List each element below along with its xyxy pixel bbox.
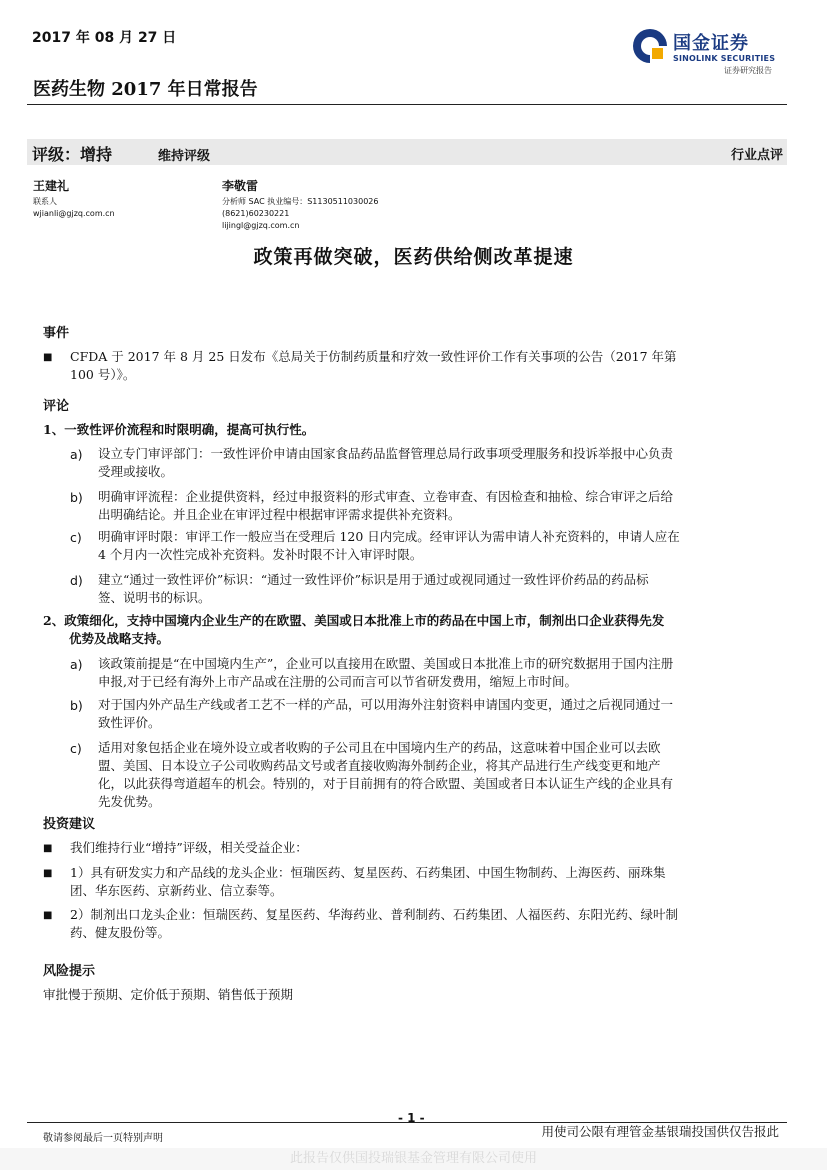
- text-line: 该政策前提是“在中国境内生产”，企业可以直接用在欧盟、美国或日本批准上市的研究数据用于国内注册: [98, 656, 674, 671]
- item-label: a): [70, 447, 83, 462]
- analyst-2-name: 李敬雷: [222, 179, 259, 193]
- report-date: 2017 年 08 月 27 日: [32, 30, 177, 46]
- investment-bullet-1: [70, 839, 782, 857]
- report-series-title: 医药生物 2017 年日常报告: [33, 79, 258, 100]
- point-2-title: 政策细化，支持中国境内企业生产的在欧盟、美国或日本批准上市的药品在中国上市，制剂出口企业获得先发: [64, 613, 665, 628]
- point-2-heading: [43, 612, 783, 648]
- analyst-2-cert: 分析师 SAC 执业编号：S1130511030026: [222, 197, 379, 206]
- event-text: [70, 348, 782, 384]
- text-line: 设立专门审评部门：一致性评价申请由国家食品药品监督管理总局行政事项受理服务和投诉举报中心负责: [98, 446, 674, 461]
- event-line: CFDA 于 2017 年 8 月 25 日发布《总局关于仿制药质量和疗效一致性评价工作有关事项的公告（2017 年第: [70, 349, 677, 364]
- header-divider: [27, 104, 787, 105]
- text-line: 明确审评流程：企业提供资料，经过申报资料的形式审查、立卷审查、有因检查和抽检、综合审评之后给: [98, 489, 674, 504]
- square-bullet-icon: ■: [43, 843, 53, 854]
- point-1-title: 一致性评价流程和时限明确，提高可执行性。: [64, 422, 315, 437]
- point-2-item-c: [98, 739, 778, 811]
- analyst-1-name: 王建礼: [33, 179, 70, 193]
- point-2-item-a: [98, 655, 778, 691]
- analyst-2-phone: (8621)60230221: [222, 209, 290, 218]
- section-investment-title: 投资建议: [43, 817, 96, 832]
- page-number: - 1 -: [398, 1111, 425, 1125]
- analyst-1: [33, 177, 115, 220]
- item-label: c): [70, 741, 82, 756]
- text-line: 出明确结论。并且企业在审评过程中根据审评需求提供补充资料。: [98, 507, 461, 522]
- headline: 政策再做突破，医药供给侧改革提速: [253, 246, 574, 268]
- text-line: 先发优势。: [98, 794, 161, 809]
- text-line: 4 个月内一次性完成补充资料。发补时限不计入审评时限。: [98, 547, 423, 562]
- maintain-rating: 维持评级: [158, 149, 211, 164]
- item-label: b): [70, 490, 83, 505]
- text-line: 致性评价。: [98, 715, 161, 730]
- square-bullet-icon: ■: [43, 910, 53, 921]
- square-bullet-icon: ■: [43, 868, 53, 879]
- text-line: 1）具有研发实力和产品线的龙头企业：恒瑞医药、复星医药、石药集团、中国生物制药、上海医药、丽珠集: [70, 865, 666, 880]
- analyst-2: [222, 177, 378, 232]
- point-1-item-c: [98, 528, 778, 564]
- point-1-heading: [43, 421, 314, 439]
- analyst-2-email[interactable]: lijingl@gjzq.com.cn: [222, 221, 300, 230]
- logo-english-name: SINOLINK SECURITIES: [673, 54, 776, 63]
- text-line: 签、说明书的标识。: [98, 590, 211, 605]
- text-line: 药、健友股份等。: [70, 925, 171, 940]
- investment-bullet-2: [70, 864, 782, 900]
- item-label: b): [70, 698, 83, 713]
- point-2-title: 优势及战略支持。: [69, 631, 170, 646]
- text-line: 盟、美国、日本设立子公司收购药品文号或者直接收购海外制药企业，将其产品进行生产线变更和地产: [98, 758, 661, 773]
- risk-text: 审批慢于预期、定价低于预期、销售低于预期: [43, 987, 294, 1002]
- square-bullet-icon: ■: [43, 352, 53, 363]
- item-label: c): [70, 530, 82, 545]
- report-category: 行业点评: [730, 148, 783, 163]
- logo-subtitle: 证券研究报告: [724, 66, 772, 75]
- section-event-title: 事件: [43, 326, 70, 341]
- item-label: a): [70, 657, 83, 672]
- text-line: 化，以此获得弯道超车的机会。特别的，对于目前拥有的符合欧盟、美国或者日本认证生产线的企业具有: [98, 776, 674, 791]
- text-line: 申报,对于已经有海外上市产品或在注册的公司而言可以节省研发费用，缩短上市时间。: [98, 674, 577, 689]
- footer-disclaimer: 敬请参阅最后一页特别声明: [43, 1133, 163, 1144]
- point-2-item-b: [98, 696, 778, 732]
- footer-usage-note: 用使司公限有理管金基银瑞投国供仅告报此: [541, 1124, 779, 1139]
- text-line: 我们维持行业“增持”评级，相关受益企业：: [70, 840, 308, 855]
- item-label: d): [70, 573, 83, 588]
- investment-bullet-3: [70, 906, 782, 942]
- point-1-item-d: [98, 571, 778, 607]
- point-1-item-b: [98, 488, 778, 524]
- watermark: 此报告仅供国投瑞银基金管理有限公司使用: [0, 1148, 827, 1170]
- analyst-1-role: 联系人: [33, 197, 57, 206]
- text-line: 建立“通过一致性评价”标识：“通过一致性评价”标识是用于通过或视同通过一致性评价药品的药品标: [98, 572, 649, 587]
- point-2-number: 2、: [43, 613, 65, 628]
- text-line: 适用对象包括企业在境外设立或者收购的子公司且在中国境内生产的药品，这意味着中国企业可以去欧: [98, 740, 661, 755]
- rating-label: 评级：增持: [32, 145, 113, 164]
- text-line: 明确审评时限：审评工作一般应当在受理后 120 日内完成。经审评认为需申请人补充资料的，申请人应在: [98, 529, 680, 544]
- text-line: 受理或接收。: [98, 464, 174, 479]
- point-1-item-a: [98, 445, 778, 481]
- text-line: 2）制剂出口龙头企业：恒瑞医药、复星医药、华海药业、普利制药、石药集团、人福医药、东阳光药、绿叶制: [70, 907, 678, 922]
- point-1-number: 1、: [43, 422, 65, 437]
- sinolink-logo-icon: [631, 27, 669, 65]
- event-line: 100 号）》。: [70, 367, 136, 382]
- rating-band: [27, 139, 787, 165]
- analyst-1-email[interactable]: wjianli@gjzq.com.cn: [33, 209, 115, 218]
- section-risk-title: 风险提示: [43, 964, 96, 979]
- section-comment-title: 评论: [43, 399, 70, 414]
- text-line: 对于国内外产品生产线或者工艺不一样的产品，可以用海外注射资料申请国内变更，通过之后视同通过一: [98, 697, 674, 712]
- text-line: 团、华东医药、京新药业、信立泰等。: [70, 883, 283, 898]
- logo-chinese-name: 国金证券: [673, 33, 749, 54]
